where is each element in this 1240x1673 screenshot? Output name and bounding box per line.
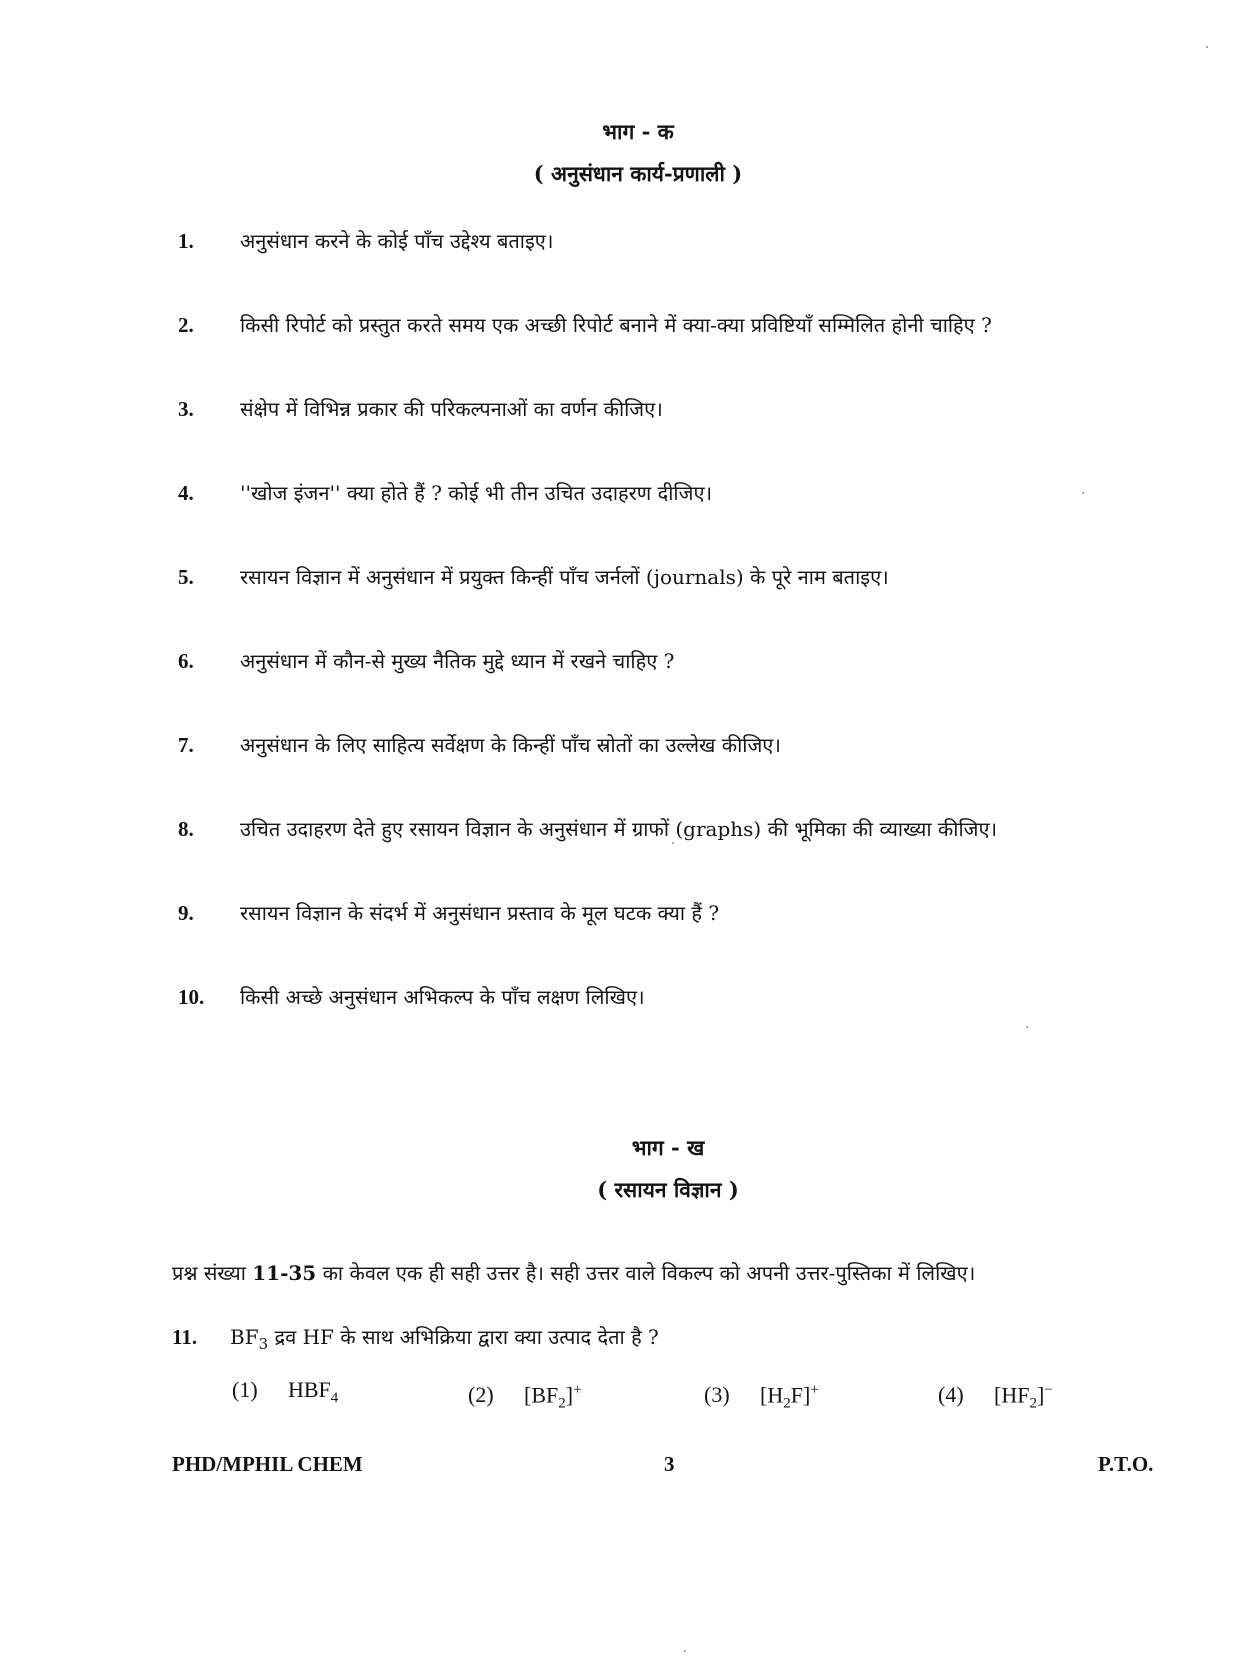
option-number: (1)	[232, 1377, 258, 1402]
question-text: अनुसंधान में कौन-से मुख्य नैतिक मुद्दे ध्यान में रखने चाहिए ?	[240, 649, 675, 673]
option-subscript: 2	[1029, 1395, 1037, 1412]
option-formula: [H	[760, 1382, 784, 1408]
question-text: अनुसंधान के लिए साहित्य सर्वेक्षण के किन्हीं पाँच स्रोतों का उल्लेख कीजिए।	[240, 733, 781, 757]
section-a-heading: भाग - क	[602, 119, 674, 144]
section-a-subheading: ( अनुसंधान कार्य-प्रणाली )	[533, 161, 743, 186]
question-3	[178, 392, 1178, 426]
paper-code: PHD/MPHIL CHEM	[172, 1452, 363, 1476]
question-4	[178, 476, 1178, 510]
option-formula-end: ]	[1036, 1382, 1045, 1408]
question-11	[172, 1320, 1172, 1354]
question-text	[230, 1320, 659, 1361]
instruction-range: 11-35	[252, 1261, 317, 1285]
question-1	[178, 224, 1178, 258]
q11-options	[232, 1370, 1132, 1410]
option-subscript: 2	[558, 1395, 566, 1412]
option-subscript: 2	[783, 1395, 791, 1412]
scan-speck	[684, 1650, 686, 1652]
scan-speck	[1026, 1026, 1028, 1028]
option-formula-end: ]	[565, 1382, 574, 1408]
question-10	[178, 980, 1178, 1014]
question-number: 9.	[178, 901, 194, 925]
question-number: 3.	[178, 397, 194, 421]
question-text: रसायन विज्ञान में अनुसंधान में प्रयुक्त किन्हीं पाँच जर्नलों (journals) के पूरे नाम बताइए।	[240, 565, 889, 589]
question-8	[178, 812, 1178, 846]
question-number: 8.	[178, 817, 194, 841]
option-2	[468, 1370, 582, 1423]
formula-subscript: 3	[258, 1335, 269, 1353]
option-charge: +	[810, 1382, 819, 1398]
question-rest: द्रव HF के साथ अभिक्रिया द्वारा क्या उत्पाद देता है ?	[268, 1325, 659, 1349]
option-number: (2)	[468, 1382, 494, 1408]
question-text: अनुसंधान करने के कोई पाँच उद्देश्य बताइए।	[240, 229, 554, 253]
option-subscript: 4	[330, 1390, 339, 1406]
formula-bf3	[230, 1325, 269, 1353]
option-formula: HBF	[288, 1377, 331, 1402]
instruction-text	[172, 1256, 1172, 1290]
question-9	[178, 896, 1178, 930]
option-charge: −	[1044, 1382, 1053, 1398]
question-text: रसायन विज्ञान के संदर्भ में अनुसंधान प्रस्ताव के मूल घटक क्या हैं ?	[240, 901, 720, 925]
question-text: किसी रिपोर्ट को प्रस्तुत करते समय एक अच्छी रिपोर्ट बनाने में क्या-क्या प्रविष्टियाँ सम्मिलित होनी चाहिए ?	[240, 313, 992, 337]
question-number: 1.	[178, 229, 194, 253]
option-1	[232, 1370, 338, 1418]
option-3	[704, 1370, 819, 1423]
question-text: उचित उदाहरण देते हुए रसायन विज्ञान के अनुसंधान में ग्राफों (graphs) की भूमिका की व्याख्या कीजिए।	[240, 817, 998, 841]
section-b-subheading: ( रसायन विज्ञान )	[597, 1177, 739, 1202]
question-7	[178, 728, 1178, 762]
question-number: 7.	[178, 733, 194, 757]
option-formula: [HF	[994, 1382, 1030, 1408]
section-b-heading: भाग - ख	[631, 1135, 705, 1160]
option-charge: +	[573, 1382, 582, 1398]
scan-speck	[1082, 492, 1084, 494]
option-number: (3)	[704, 1382, 730, 1408]
instruction-suffix: का केवल एक ही सही उत्तर है। सही उत्तर वाले विकल्प को अपनी उत्तर-पुस्तिका में लिखिए।	[316, 1261, 976, 1285]
question-2	[178, 308, 1178, 342]
option-formula: [BF	[524, 1382, 559, 1408]
question-text: किसी अच्छे अनुसंधान अभिकल्प के पाँच लक्षण लिखिए।	[240, 985, 645, 1009]
question-number: 11.	[172, 1325, 198, 1349]
option-4	[938, 1370, 1053, 1423]
question-5	[178, 560, 1178, 594]
option-number: (4)	[938, 1382, 964, 1408]
question-number: 4.	[178, 481, 194, 505]
question-number: 6.	[178, 649, 194, 673]
pto-label: P.T.O.	[1098, 1452, 1154, 1476]
question-number: 10.	[178, 985, 205, 1009]
question-text: ''खोज इंजन'' क्या होते हैं ? कोई भी तीन उचित उदाहरण दीजिए।	[240, 481, 713, 505]
option-formula-end: F]	[790, 1382, 811, 1408]
instruction-prefix: प्रश्न संख्या	[172, 1261, 253, 1285]
scan-speck	[1206, 46, 1208, 48]
question-number: 5.	[178, 565, 194, 589]
scan-speck	[672, 842, 674, 844]
question-number: 2.	[178, 313, 194, 337]
question-text: संक्षेप में विभिन्न प्रकार की परिकल्पनाओं का वर्णन कीजिए।	[240, 397, 663, 421]
page-number: 3	[664, 1452, 675, 1476]
question-6	[178, 644, 1178, 678]
formula-base: BF	[230, 1325, 259, 1349]
